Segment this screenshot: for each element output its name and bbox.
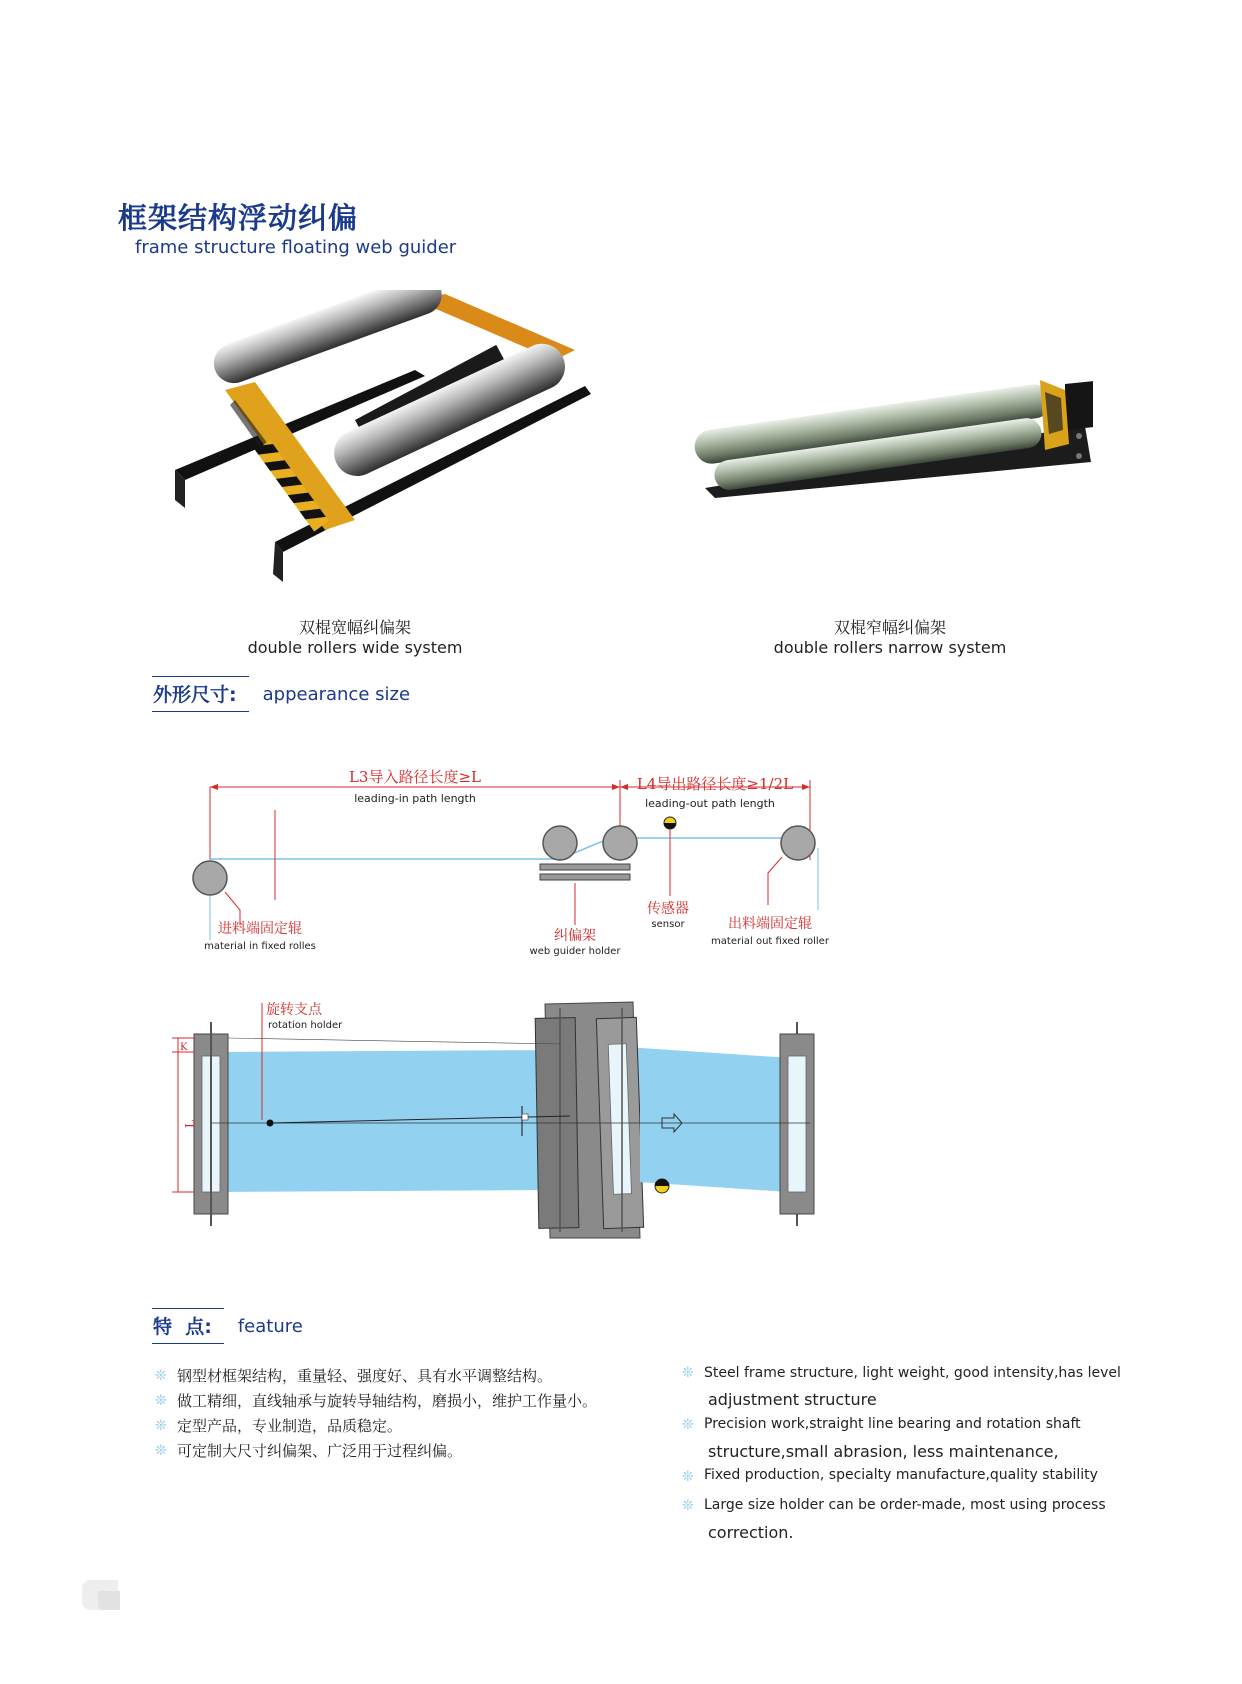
feature-item-en: Fixed production, specialty manufacture,quality stability [704, 1467, 1098, 1483]
out-fixed-roller [781, 826, 815, 860]
holder-label-cn: 纠偏架 [554, 928, 596, 944]
page-corner-tab-shade [98, 1591, 120, 1610]
feature-heading-cn: 特 点: [152, 1308, 224, 1344]
appearance-heading-cn: 外形尺寸: [152, 676, 249, 712]
feature-heading [152, 1308, 303, 1344]
feature-item-cn: ❊ 定型产品，专业制造，品质稳定。 [155, 1414, 675, 1439]
feature-item-cn: ❊ 可定制大尺寸纠偏架、广泛用于过程纠偏。 [155, 1439, 675, 1464]
snowflake-icon: ❊ [682, 1469, 694, 1485]
l3-sub-label: leading-in path length [354, 792, 476, 805]
wide-system-photo [175, 290, 615, 600]
narrow-caption-cn: 双棍窄幅纠偏架 [833, 618, 946, 637]
in-roll-label-cn: 进料端固定辊 [218, 921, 302, 937]
l-dimension-label: L [183, 1120, 197, 1128]
snowflake-icon: ❊ [155, 1368, 167, 1384]
guider-roller-left [543, 826, 577, 860]
rotation-holder-label-cn: 旋转支点 [266, 1002, 322, 1018]
feature-list-cn [155, 1364, 675, 1464]
feature-item-cn: ❊ 做工精细，直线轴承与旋转导轴结构，磨损小，维护工作量小。 [155, 1389, 675, 1414]
feature-item-en: Precision work,straight line bearing and rotation shaft [704, 1416, 1081, 1432]
snowflake-icon: ❊ [682, 1498, 694, 1514]
side-view-diagram [170, 760, 860, 970]
feature-item-en-cont: adjustment structure [708, 1390, 877, 1409]
rotation-pivot-icon [267, 1120, 274, 1127]
holder-label-en: web guider holder [529, 946, 621, 957]
snowflake-icon: ❊ [155, 1443, 167, 1459]
page-title-cn: 框架结构浮动纠偏 [118, 201, 359, 235]
feature-item-en: Large size holder can be order-made, most using process [704, 1497, 1106, 1513]
snowflake-icon: ❊ [682, 1365, 694, 1381]
sensor-label-en: sensor [651, 919, 685, 930]
feature-item-en: Steel frame structure, light weight, good intensity,has level [704, 1365, 1121, 1381]
sensor-label-cn: 传感器 [647, 901, 689, 917]
out-roll-label-cn: 出料端固定辊 [728, 916, 812, 932]
feature-item-en-cont: structure,small abrasion, less maintenance, [708, 1442, 1059, 1461]
wide-caption-cn: 双棍宽幅纠偏架 [298, 618, 411, 637]
snowflake-icon: ❊ [155, 1418, 167, 1434]
in-fixed-roller [193, 861, 227, 895]
feature-heading-en: feature [237, 1316, 303, 1337]
appearance-heading-en: appearance size [262, 684, 411, 705]
snowflake-icon: ❊ [682, 1417, 694, 1433]
out-roll-label-en: material out fixed roller [711, 936, 829, 947]
k-dimension-label: K [180, 1042, 188, 1053]
in-roll-label-en: material in fixed rolles [204, 941, 316, 952]
narrow-system-photo [685, 370, 1105, 510]
snowflake-icon: ❊ [155, 1393, 167, 1409]
l3-label: L3导入路径长度≥L [348, 768, 482, 786]
rotation-holder-label-en: rotation holder [268, 1020, 343, 1031]
narrow-caption-en: double rollers narrow system [773, 638, 1007, 657]
narrow-system-caption [760, 618, 1020, 658]
l4-sub-label: leading-out path length [645, 797, 775, 810]
feature-item-en-cont: correction. [708, 1523, 794, 1542]
wide-caption-en: double rollers wide system [247, 638, 463, 657]
feature-list-en [682, 1361, 1122, 1546]
feature-item-cn: ❊ 钢型材框架结构，重量轻、强度好、具有水平调整结构。 [155, 1364, 675, 1389]
top-view-diagram [170, 988, 850, 1250]
guider-roller-right [603, 826, 637, 860]
wide-system-caption [230, 618, 480, 658]
l4-label: L4导出路径长度≥1/2L [636, 775, 794, 793]
appearance-heading [152, 676, 410, 712]
page-title-en: frame structure floating web guider [135, 237, 457, 258]
